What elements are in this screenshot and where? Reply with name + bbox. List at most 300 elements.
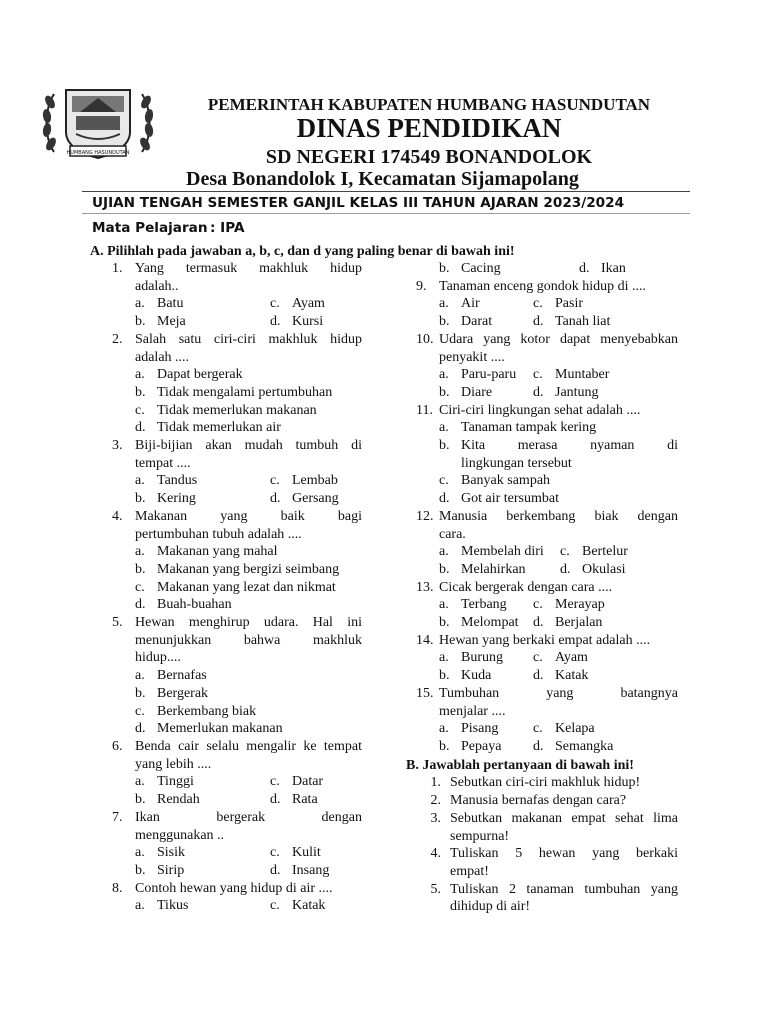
option-right — [533, 295, 678, 313]
question-number — [112, 827, 135, 845]
question-text: Makanan yang baik bagi — [135, 508, 362, 524]
option-row — [416, 455, 678, 473]
option-letter: c. — [270, 898, 280, 914]
option-row — [416, 596, 678, 614]
question-number: 12. — [416, 508, 434, 524]
option-text: Sisik — [157, 845, 186, 861]
option-letter: c. — [135, 402, 145, 418]
option-letter: a. — [135, 774, 145, 790]
option-row — [112, 402, 362, 420]
option-row — [112, 295, 362, 313]
question-number — [416, 703, 439, 721]
option-letter: b. — [135, 792, 146, 808]
question-line — [416, 508, 678, 526]
option-text: Terbang — [461, 597, 507, 613]
question-line — [112, 278, 362, 296]
option-letter: c. — [533, 597, 543, 613]
option-letter: c. — [533, 721, 543, 737]
option-text: Darat — [461, 314, 493, 330]
question-number — [112, 756, 135, 774]
option-letter: d. — [135, 420, 146, 436]
option-text: Katak — [555, 668, 589, 684]
essay-text: sempurna! — [450, 828, 510, 844]
option-letter: c. — [270, 473, 280, 489]
option-text: Cacing — [461, 261, 501, 276]
question-text: Yang termasuk makhluk hidup — [135, 261, 362, 276]
option-text: Bertelur — [582, 544, 628, 560]
option-row — [416, 614, 678, 632]
option-letter: a. — [439, 597, 449, 613]
question-line — [112, 809, 362, 827]
essay-text: Tuliskan 2 tanaman tumbuhan yang — [450, 881, 678, 897]
option-row — [112, 862, 362, 880]
option-text: Memerlukan makanan — [157, 721, 283, 737]
option-left — [439, 614, 533, 632]
option-letter: c. — [270, 845, 280, 861]
option-right — [270, 897, 362, 915]
option-row — [416, 366, 678, 384]
option-letter: b. — [439, 615, 450, 631]
question-line — [112, 632, 362, 650]
header-school-name: SD NEGERI 174549 BONANDOLOK — [265, 146, 593, 168]
question-line — [416, 703, 678, 721]
option-letter: d. — [533, 314, 544, 330]
option-row — [416, 720, 678, 738]
option-letter: b. — [439, 738, 450, 754]
question-line — [112, 649, 362, 667]
option-left — [439, 384, 533, 402]
option-left — [135, 862, 270, 880]
question-line — [112, 827, 362, 845]
option-text: Paru-paru — [461, 367, 517, 383]
option-letter: b. — [135, 384, 146, 400]
option-row — [112, 561, 362, 579]
option-letter: c. — [439, 473, 449, 489]
option-right — [560, 561, 678, 579]
question-line — [416, 402, 678, 420]
option-text: Rendah — [157, 792, 200, 808]
option-text: Makanan yang mahal — [157, 544, 278, 560]
question-text: Contoh hewan yang hidup di air .... — [135, 880, 333, 896]
option-text: Makanan yang lezat dan nikmat — [157, 579, 336, 595]
option-row — [416, 649, 678, 667]
exam-title: UJIAN TENGAH SEMESTER GANJIL KELAS III TAHUN AJARAN 2023/2024 — [92, 195, 625, 211]
option-text: Buah-buahan — [157, 597, 232, 613]
question-text: Tanaman enceng gondok hidup di .... — [439, 278, 647, 294]
option-letter: b. — [439, 314, 450, 330]
question-text: Udara yang kotor dapat menyebabkan — [439, 331, 678, 347]
question-number: 2. — [112, 331, 123, 347]
option-letter: b. — [135, 314, 146, 330]
option-row — [416, 561, 678, 579]
option-text: Semangka — [555, 738, 614, 754]
question-text: yang lebih .... — [135, 756, 212, 772]
option-left — [439, 720, 533, 738]
option-text: Okulasi — [582, 561, 626, 577]
option-right — [270, 472, 362, 490]
option-text: Kering — [157, 491, 196, 507]
option-letter: d. — [270, 862, 281, 878]
option-letter: a. — [135, 296, 145, 312]
essay-number — [416, 863, 450, 881]
option-letter: d. — [270, 792, 281, 808]
option-letter: d. — [439, 491, 450, 507]
essay-question-line — [416, 898, 678, 916]
essay-text: Tuliskan 5 hewan yang berkaki — [450, 846, 678, 862]
option-right — [270, 844, 362, 862]
essay-text: Sebutkan makanan empat sehat lima — [450, 810, 678, 826]
option-row — [112, 791, 362, 809]
option-row — [416, 260, 678, 278]
question-number: 5. — [112, 615, 123, 631]
option-text: Sirip — [157, 862, 185, 878]
option-letter: c. — [270, 774, 280, 790]
option-left — [135, 313, 270, 331]
option-left — [439, 260, 579, 278]
option-text: Tanaman tampak kering — [461, 420, 597, 436]
option-right — [270, 313, 362, 331]
question-line — [416, 579, 678, 597]
essay-number: 3. — [430, 810, 441, 826]
question-line — [416, 331, 678, 349]
option-text: Tidak memerlukan makanan — [157, 402, 317, 418]
option-text: Lembab — [292, 473, 338, 489]
question-number — [112, 349, 135, 367]
essay-question-line — [416, 863, 678, 881]
option-text: Katak — [292, 898, 326, 914]
essay-question-list — [416, 774, 678, 916]
question-number: 3. — [112, 438, 123, 454]
option-letter: c. — [560, 544, 570, 560]
question-text: Hewan menghirup udara. Hal ini — [135, 615, 362, 631]
option-row — [112, 472, 362, 490]
option-text: Muntaber — [555, 367, 610, 383]
subject-label: Mata Pelajaran — [92, 220, 208, 236]
option-right — [270, 295, 362, 313]
option-text: Batu — [157, 296, 184, 312]
question-number: 8. — [112, 880, 123, 896]
option-row — [416, 738, 678, 756]
option-letter: b. — [439, 384, 450, 400]
option-left — [439, 366, 533, 384]
option-letter: c. — [270, 296, 280, 312]
question-number: 4. — [112, 508, 123, 524]
option-left — [135, 295, 270, 313]
option-letter: d. — [135, 597, 146, 613]
question-text: menggunakan .. — [135, 827, 225, 843]
option-text: Tidak memerlukan air — [157, 420, 281, 436]
option-letter: d. — [533, 738, 544, 754]
option-text: Ikan — [601, 261, 626, 276]
question-number — [112, 455, 135, 473]
essay-question-line — [416, 881, 678, 899]
option-letter: a. — [439, 721, 449, 737]
option-right — [533, 738, 678, 756]
question-text: Ikan bergerak dengan — [135, 809, 362, 825]
option-text: Got air tersumbat — [461, 491, 559, 507]
option-right — [579, 260, 678, 278]
option-text: lingkungan tersebut — [461, 455, 572, 471]
option-left — [135, 897, 270, 915]
section-b-instruction: B. Jawablah pertanyaan di bawah ini! — [406, 757, 634, 773]
option-text: Tanah liat — [555, 314, 611, 330]
option-row — [112, 579, 362, 597]
option-text: Kulit — [292, 845, 321, 861]
right-question-column — [406, 260, 678, 916]
option-letter: d. — [533, 384, 544, 400]
option-letter: d. — [579, 261, 590, 276]
option-letter: c. — [135, 703, 145, 719]
question-line — [112, 508, 362, 526]
option-letter: d. — [533, 668, 544, 684]
question-number: 13. — [416, 579, 434, 595]
option-row — [112, 366, 362, 384]
question-text: Manusia berkembang biak dengan — [439, 508, 678, 524]
option-letter: b. — [439, 438, 450, 454]
question-text: Cicak bergerak dengan cara .... — [439, 579, 613, 595]
option-row — [416, 667, 678, 685]
option-right — [270, 862, 362, 880]
option-text: Kursi — [292, 314, 324, 330]
option-letter: a. — [135, 845, 145, 861]
question-text: hidup.... — [135, 650, 181, 666]
option-letter: c. — [533, 650, 543, 666]
option-text: Kita merasa nyaman di — [461, 438, 678, 454]
option-letter: c. — [135, 579, 145, 595]
option-letter: c. — [533, 367, 543, 383]
essay-number — [416, 828, 450, 846]
section-a-instruction: A. Pilihlah pada jawaban a, b, c, dan d yang paling benar di bawah ini! — [90, 244, 515, 259]
option-right — [270, 490, 362, 508]
question-line — [112, 349, 362, 367]
option-text: Banyak sampah — [461, 473, 551, 489]
essay-text: dihidup di air! — [450, 899, 531, 915]
question-text: menunjukkan bahwa makhluk — [135, 632, 362, 648]
option-right — [533, 649, 678, 667]
option-row — [112, 897, 362, 915]
question-text: Ciri-ciri lingkungan sehat adalah .... — [439, 402, 641, 418]
option-text: Tikus — [157, 898, 189, 914]
option-letter: b. — [135, 561, 146, 577]
option-row — [416, 295, 678, 313]
option-right — [533, 614, 678, 632]
question-number: 9. — [416, 278, 427, 294]
question-line — [112, 526, 362, 544]
question-line — [112, 880, 362, 898]
option-row — [416, 419, 678, 437]
option-row — [112, 596, 362, 614]
question-line — [112, 455, 362, 473]
question-number — [112, 649, 135, 667]
option-right — [270, 791, 362, 809]
option-left — [439, 295, 533, 313]
question-text: cara. — [439, 526, 466, 542]
option-right — [560, 543, 678, 561]
option-letter: a. — [135, 544, 145, 560]
option-row — [416, 543, 678, 561]
option-right — [533, 720, 678, 738]
question-number — [416, 526, 439, 544]
question-line — [112, 260, 362, 278]
question-text: tempat .... — [135, 455, 191, 471]
option-left — [135, 490, 270, 508]
option-text: Melahirkan — [461, 561, 526, 577]
option-row — [112, 703, 362, 721]
essay-number: 2. — [430, 793, 441, 809]
question-line — [112, 437, 362, 455]
question-line — [112, 756, 362, 774]
option-letter: d. — [533, 615, 544, 631]
question-text: adalah.. — [135, 278, 179, 294]
question-line — [112, 331, 362, 349]
option-row — [112, 773, 362, 791]
option-letter: b. — [439, 261, 450, 276]
essay-question-line — [416, 774, 678, 792]
option-row — [112, 490, 362, 508]
option-text: Meja — [157, 314, 186, 330]
question-text: pertumbuhan tubuh adalah .... — [135, 526, 302, 542]
option-row — [416, 384, 678, 402]
option-letter: a. — [439, 650, 449, 666]
option-letter: d. — [135, 721, 146, 737]
question-line — [416, 349, 678, 367]
question-text: Tumbuhan yang batangnya — [439, 685, 678, 701]
option-letter: a. — [135, 668, 145, 684]
option-text: Tandus — [157, 473, 198, 489]
option-text: Dapat bergerak — [157, 367, 243, 383]
option-left — [439, 596, 533, 614]
option-text: Kuda — [461, 668, 492, 684]
option-letter: b. — [135, 685, 146, 701]
option-left — [135, 472, 270, 490]
option-left — [135, 844, 270, 862]
option-letter: c. — [533, 296, 543, 312]
question-line — [416, 685, 678, 703]
essay-text: empat! — [450, 863, 489, 879]
option-row — [112, 384, 362, 402]
option-letter: b. — [439, 668, 450, 684]
option-row — [416, 437, 678, 455]
option-row — [416, 313, 678, 331]
option-text: Membelah diri — [461, 544, 544, 560]
question-text: Salah satu ciri-ciri makhluk hidup — [135, 331, 362, 347]
option-text: Merayap — [555, 597, 605, 613]
option-letter: a. — [439, 420, 449, 436]
question-text: Biji-bijian akan mudah tumbuh di — [135, 438, 362, 454]
option-row — [416, 490, 678, 508]
question-number: 10. — [416, 331, 434, 347]
essay-question-line — [416, 810, 678, 828]
header-divider — [82, 191, 690, 192]
essay-number — [416, 898, 450, 916]
logo-text: HUMBANG HASUNDUTAN — [66, 150, 130, 156]
essay-number: 1. — [430, 775, 441, 791]
essay-number: 4. — [430, 846, 441, 862]
question-number: 6. — [112, 738, 123, 754]
option-text: Melompat — [461, 615, 519, 631]
option-letter: a. — [439, 367, 449, 383]
option-row — [112, 419, 362, 437]
option-left — [439, 649, 533, 667]
option-left — [135, 773, 270, 791]
option-text: Insang — [292, 862, 330, 878]
question-number: 1. — [112, 261, 123, 276]
option-letter: d. — [560, 561, 571, 577]
option-row — [416, 472, 678, 490]
option-text: Berjalan — [555, 615, 603, 631]
option-left — [439, 543, 560, 561]
question-line — [416, 278, 678, 296]
option-text: Burung — [461, 650, 503, 666]
option-letter: a. — [439, 544, 449, 560]
left-question-column — [112, 260, 362, 915]
option-left — [439, 738, 533, 756]
option-text: Berkembang biak — [157, 703, 257, 719]
option-left — [439, 313, 533, 331]
question-line — [112, 614, 362, 632]
option-right — [533, 667, 678, 685]
option-text: Bergerak — [157, 685, 209, 701]
essay-question-line — [416, 828, 678, 846]
option-text: Diare — [461, 384, 493, 400]
option-text: Pasir — [555, 296, 583, 312]
option-left — [135, 791, 270, 809]
option-left — [439, 561, 560, 579]
option-text: Jantung — [555, 384, 599, 400]
option-right — [270, 773, 362, 791]
essay-question-line — [416, 792, 678, 810]
option-row — [112, 543, 362, 561]
question-number — [112, 278, 135, 296]
title-divider — [82, 213, 690, 214]
option-text: Ayam — [555, 650, 588, 666]
essay-number: 5. — [430, 881, 441, 897]
option-text: Pepaya — [461, 738, 502, 754]
question-text: penyakit .... — [439, 349, 505, 365]
option-right — [533, 366, 678, 384]
option-text: Kelapa — [555, 721, 595, 737]
option-text: Datar — [292, 774, 324, 790]
option-left — [439, 667, 533, 685]
subject-line — [92, 220, 245, 236]
option-text: Tinggi — [157, 774, 194, 790]
option-row — [112, 844, 362, 862]
question-number: 11. — [416, 402, 433, 418]
option-right — [533, 384, 678, 402]
option-row — [112, 667, 362, 685]
right-question-list — [416, 260, 678, 756]
option-text: Tidak mengalami pertumbuhan — [157, 384, 333, 400]
question-text: Hewan yang berkaki empat adalah .... — [439, 632, 651, 648]
option-letter: a. — [135, 898, 145, 914]
essay-text: Sebutkan ciri-ciri makhluk hidup! — [450, 775, 641, 791]
option-letter: b. — [135, 491, 146, 507]
header-address: Desa Bonandolok I, Kecamatan Sijamapolang — [186, 168, 579, 190]
question-text: adalah .... — [135, 349, 190, 365]
question-line — [416, 632, 678, 650]
question-number — [112, 526, 135, 544]
option-letter: b. — [135, 862, 146, 878]
option-letter: a. — [439, 296, 449, 312]
option-right — [533, 596, 678, 614]
option-letter: a. — [135, 473, 145, 489]
question-line — [416, 526, 678, 544]
option-letter — [439, 455, 461, 473]
option-text: Makanan yang bergizi seimbang — [157, 561, 340, 577]
question-number: 7. — [112, 809, 123, 825]
option-letter: d. — [270, 314, 281, 330]
option-row — [112, 313, 362, 331]
